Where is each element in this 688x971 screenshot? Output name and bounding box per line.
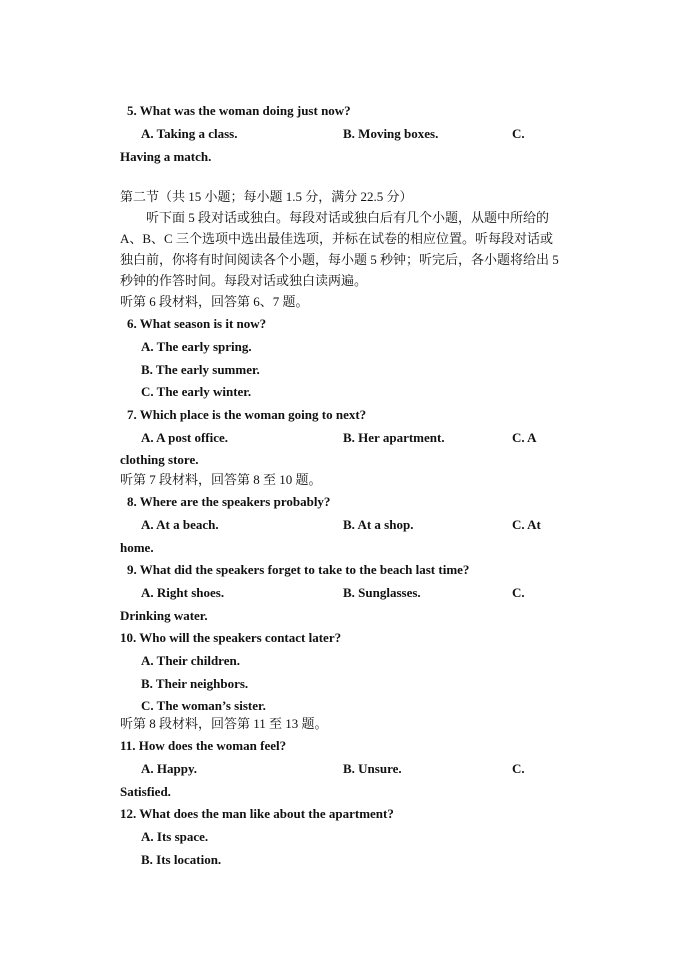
q10-option-b: B. Their neighbors.	[141, 676, 249, 691]
q9-option-b: B. Sunglasses.	[343, 585, 421, 600]
passage8-heading: 听第 8 段材料，回答第 11 至 13 题。	[120, 716, 328, 731]
section2-instruction-line-3: 独白前，你将有时间阅读各个小题，每小题 5 秒钟；听完后，各小题将给出 5	[120, 252, 559, 267]
q5-option-a: A. Taking a class.	[141, 126, 238, 141]
q7-option-c-continued: clothing store.	[120, 452, 199, 467]
q8-option-c-continued: home.	[120, 540, 154, 555]
q9-stem: 9. What did the speakers forget to take to the beach last time?	[127, 562, 470, 577]
q12-option-b: B. Its location.	[141, 852, 222, 867]
q8-option-c: C. At	[512, 517, 541, 532]
q11-option-a: A. Happy.	[141, 761, 197, 776]
q9-option-c-continued: Drinking water.	[120, 608, 208, 623]
section2-instruction-line-1: 听下面 5 段对话或独白。每段对话或独白后有几个小题，从题中所给的	[146, 210, 550, 225]
q11-option-c: C.	[512, 761, 525, 776]
section2-instruction-line-4: 秒钟的作答时间。每段对话或独白读两遍。	[120, 273, 368, 288]
q5-stem: 5. What was the woman doing just now?	[127, 103, 351, 118]
q7-stem: 7. Which place is the woman going to next?	[127, 407, 367, 422]
q11-option-b: B. Unsure.	[343, 761, 402, 776]
q6-stem: 6. What season is it now?	[127, 316, 267, 331]
section2-heading: 第二节（共 15 小题；每小题 1.5 分，满分 22.5 分）	[120, 189, 413, 204]
q9-option-c: C.	[512, 585, 525, 600]
q5-option-c: C.	[512, 126, 525, 141]
q6-option-b: B. The early summer.	[141, 362, 260, 377]
q7-option-a: A. A post office.	[141, 430, 229, 445]
passage7-heading: 听第 7 段材料，回答第 8 至 10 题。	[120, 472, 322, 487]
q6-option-c: C. The early winter.	[141, 384, 252, 399]
q5-option-c-continued: Having a match.	[120, 149, 212, 164]
q10-option-a: A. Their children.	[141, 653, 240, 668]
q5-option-b: B. Moving boxes.	[343, 126, 439, 141]
q8-stem: 8. Where are the speakers probably?	[127, 494, 331, 509]
q10-stem: 10. Who will the speakers contact later?	[120, 630, 342, 645]
q8-option-b: B. At a shop.	[343, 517, 414, 532]
q6-option-a: A. The early spring.	[141, 339, 252, 354]
q11-option-c-continued: Satisfied.	[120, 784, 171, 799]
q7-option-b: B. Her apartment.	[343, 430, 445, 445]
q11-stem: 11. How does the woman feel?	[120, 738, 287, 753]
section2-instruction-line-2: A、B、C 三个选项中选出最佳选项，并标在试卷的相应位置。听每段对话或	[120, 231, 553, 246]
q7-option-c: C. A	[512, 430, 537, 445]
q8-option-a: A. At a beach.	[141, 517, 219, 532]
passage6-heading: 听第 6 段材料，回答第 6、7 题。	[120, 294, 309, 309]
q9-option-a: A. Right shoes.	[141, 585, 225, 600]
q10-option-c: C. The woman’s sister.	[141, 698, 266, 713]
q12-stem: 12. What does the man like about the apartment?	[120, 806, 394, 821]
q12-option-a: A. Its space.	[141, 829, 209, 844]
